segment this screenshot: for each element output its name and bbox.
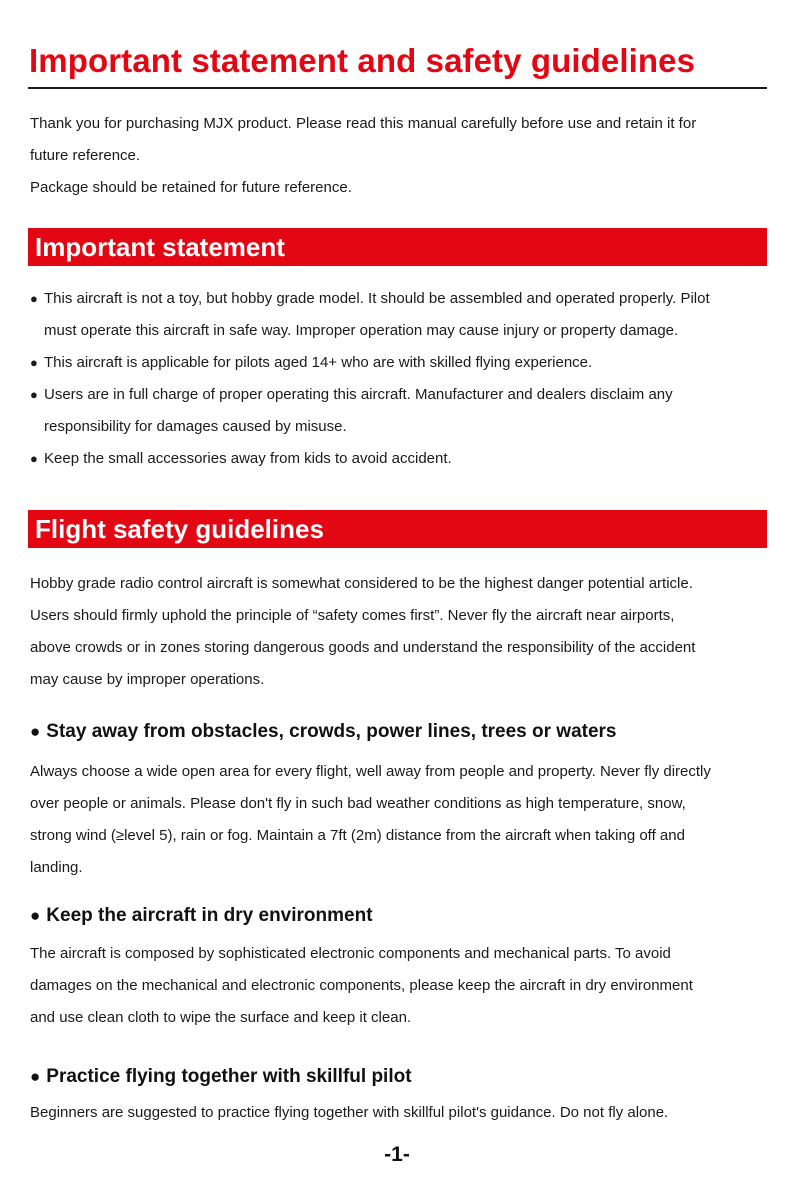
flight-intro-paragraph — [30, 568, 770, 696]
paragraph-line: landing. — [30, 859, 83, 876]
flight-banner: Flight safety guidelines — [28, 510, 767, 548]
page-title: Important statement and safety guidelines — [29, 42, 696, 79]
intro-line: future reference. — [30, 147, 141, 164]
bullet-icon: ● — [30, 1067, 41, 1086]
bullet-icon: ● — [30, 906, 41, 925]
bullet-icon: ● — [30, 291, 38, 306]
list-item — [30, 283, 770, 347]
paragraph-line: The aircraft is composed by sophisticated electronic components and mechanical parts. To avoid — [30, 945, 671, 962]
list-item — [30, 443, 770, 475]
bullet-icon: ● — [30, 722, 41, 741]
list-item-line: This aircraft is not a toy, but hobby grade model. It should be assembled and operated properly. Pilot — [44, 290, 710, 307]
paragraph-line: above crowds or in zones storing dangerous goods and understand the responsibility of the accident — [30, 639, 696, 656]
paragraph-line: Hobby grade radio control aircraft is somewhat considered to be the highest danger potential article. — [30, 575, 693, 592]
obstacles-paragraph — [30, 756, 770, 884]
paragraph-line: and use clean cloth to wipe the surface and keep it clean. — [30, 1009, 412, 1026]
section-heading-practice: ● Practice flying together with skillful pilot — [30, 1066, 412, 1087]
dry-paragraph — [30, 938, 770, 1034]
practice-paragraph — [30, 1097, 770, 1129]
bullet-icon: ● — [30, 387, 38, 402]
paragraph-line: over people or animals. Please don't fly in such bad weather conditions as high temperature, snow, — [30, 795, 686, 812]
section-heading-obstacles: ● Stay away from obstacles, crowds, power lines, trees or waters — [30, 721, 617, 742]
paragraph-line: strong wind (≥level 5), rain or fog. Maintain a 7ft (2m) distance from the aircraft when taking off and — [30, 827, 685, 844]
paragraph-line: may cause by improper operations. — [30, 671, 265, 688]
intro-line: Thank you for purchasing MJX product. Please read this manual carefully before use and retain it for — [30, 115, 697, 132]
list-item-line: responsibility for damages caused by misuse. — [44, 418, 347, 435]
bullet-icon: ● — [30, 451, 38, 466]
section-heading-dry: ● Keep the aircraft in dry environment — [30, 905, 373, 926]
list-item-line: Users are in full charge of proper operating this aircraft. Manufacturer and dealers disclaim any — [44, 386, 673, 403]
intro-paragraph — [30, 108, 770, 204]
list-item — [30, 379, 770, 443]
paragraph-line: Beginners are suggested to practice flying together with skillful pilot's guidance. Do not fly alone. — [30, 1104, 669, 1121]
paragraph-line: Users should firmly uphold the principle of “safety comes first”. Never fly the aircraft near airports, — [30, 607, 675, 624]
statement-banner: Important statement — [28, 228, 767, 266]
list-item-line: This aircraft is applicable for pilots aged 14+ who are with skilled flying experience. — [44, 354, 593, 371]
list-item-line: Keep the small accessories away from kids to avoid accident. — [44, 450, 452, 467]
list-item-line: must operate this aircraft in safe way. Improper operation may cause injury or property damage. — [44, 322, 679, 339]
paragraph-line: Always choose a wide open area for every flight, well away from people and property. Never fly directly — [30, 763, 711, 780]
list-item — [30, 347, 770, 379]
intro-line: Package should be retained for future reference. — [30, 179, 352, 196]
title-divider — [28, 87, 767, 89]
statement-list — [30, 283, 770, 475]
paragraph-line: damages on the mechanical and electronic components, please keep the aircraft in dry environment — [30, 977, 693, 994]
bullet-icon: ● — [30, 355, 38, 370]
page-number: -1- — [384, 1143, 410, 1166]
